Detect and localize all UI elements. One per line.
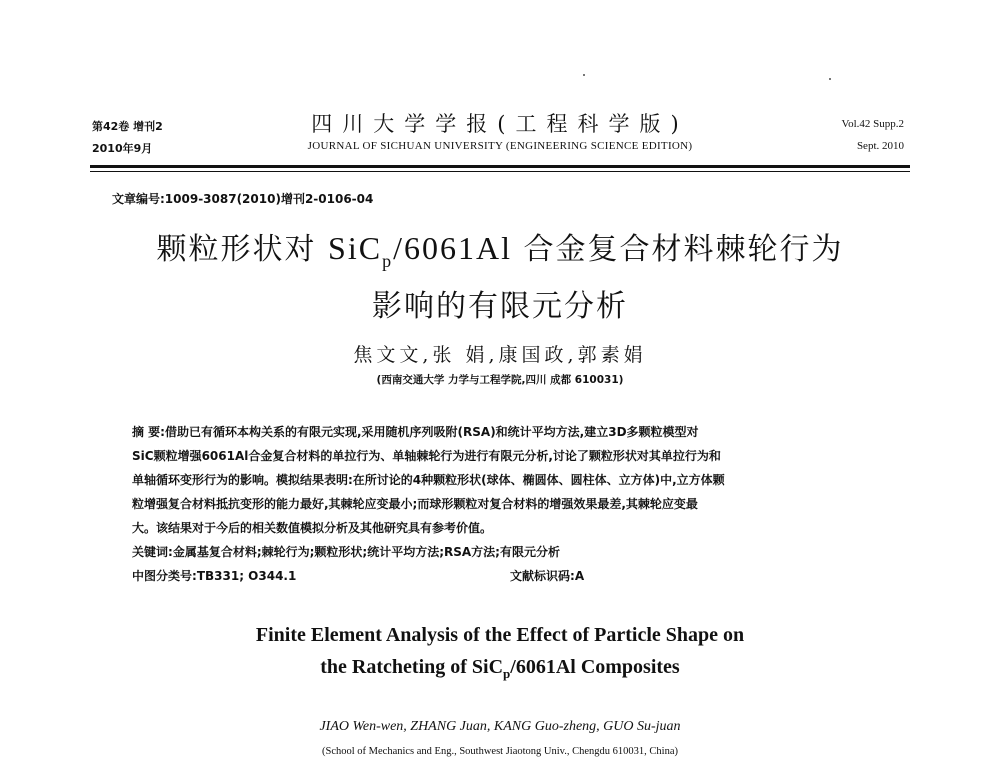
document-code — [510, 564, 584, 588]
abstract-line — [132, 420, 880, 444]
title-en-prefix: the Ratcheting of SiC — [320, 656, 504, 678]
header-date-en: Sept. 2010 — [856, 140, 904, 152]
document-code-value: A — [574, 569, 585, 583]
title-en-suffix: /6061Al Composites — [510, 656, 680, 678]
header-rule-thick — [90, 165, 910, 168]
affiliation-cn: (西南交通大学 力学与工程学院,四川 成都 610031) — [376, 374, 624, 386]
title-cn-prefix: 颗粒形状对 — [156, 232, 329, 267]
abstract-text-2: SiC颗粒增强6061Al合金复合材料的单拉行为、单轴棘轮行为进行有限元分析,讨论了颗粒形状对其单拉行为和 — [132, 449, 721, 463]
paper-title-cn-line2: 影响的有限元分析 — [372, 289, 628, 324]
keywords-label: 关键词: — [132, 545, 173, 559]
journal-title-cn: 四川大学学报(工程科学版) — [311, 112, 689, 136]
header-rule-thin — [90, 171, 910, 172]
journal-title-en: JOURNAL OF SICHUAN UNIVERSITY (ENGINEERING SCIENCE EDITION) — [307, 140, 693, 152]
header-volume-cn: 第42卷 增刊2 — [92, 120, 163, 133]
article-number: 文章编号:1009-3087(2010)增刊2-0106-04 — [112, 192, 374, 206]
clc-value: TB331; O344.1 — [196, 569, 297, 583]
affiliation-en: (School of Mechanics and Eng., Southwest Jiaotong Univ., Chengdu 610031, China) — [322, 746, 678, 757]
header-volume-en: Vol.42 Supp.2 — [841, 118, 904, 130]
authors-en: JIAO Wen-wen, ZHANG Juan, KANG Guo-zheng, GUO Su-juan — [319, 719, 681, 734]
title-en-subscript: p — [503, 666, 511, 681]
keywords-text: 金属基复合材料;棘轮行为;颗粒形状;统计平均方法;RSA方法;有限元分析 — [172, 545, 560, 559]
paper-title-en-line2 — [0, 656, 1000, 679]
title-cn-material-alloy: /6061Al — [393, 230, 512, 266]
paper-title-en-line1: Finite Element Analysis of the Effect of Particle Shape on — [255, 624, 745, 646]
clc-label: 中图分类号: — [132, 569, 197, 583]
abstract-text-4: 粒增强复合材料抵抗变形的能力最好,其棘轮应变最小;而球形颗粒对复合材料的增强效果最差,其棘轮应变最 — [132, 497, 698, 511]
classification-line — [132, 564, 880, 588]
abstract-text-5: 大。该结果对于今后的相关数值模拟分析及其他研究具有参考价值。 — [132, 521, 493, 535]
abstract-block — [132, 420, 880, 588]
scan-speck — [583, 74, 585, 76]
title-cn-material: SiC — [328, 230, 383, 266]
authors-cn: 焦文文,张 娟,康国政,郭素娟 — [353, 344, 647, 366]
scan-speck — [829, 78, 831, 80]
abstract-text-1: 借助已有循环本构关系的有限元实现,采用随机序列吸附(RSA)和统计平均方法,建立3D多颗粒模型对 — [164, 425, 699, 439]
title-cn-material-subscript: p — [382, 251, 394, 271]
document-code-label: 文献标识码: — [510, 569, 575, 583]
abstract-label: 摘 要: — [132, 425, 165, 439]
keywords-line — [132, 540, 880, 564]
title-cn-suffix: 合金复合材料棘轮行为 — [511, 232, 844, 267]
abstract-text-3: 单轴循环变形行为的影响。模拟结果表明:在所讨论的4种颗粒形状(球体、椭圆体、圆柱体、立方体)中,立方体颗 — [132, 473, 725, 487]
header-date-cn: 2010年9月 — [92, 142, 153, 155]
paper-title-cn-line1 — [0, 224, 1000, 271]
